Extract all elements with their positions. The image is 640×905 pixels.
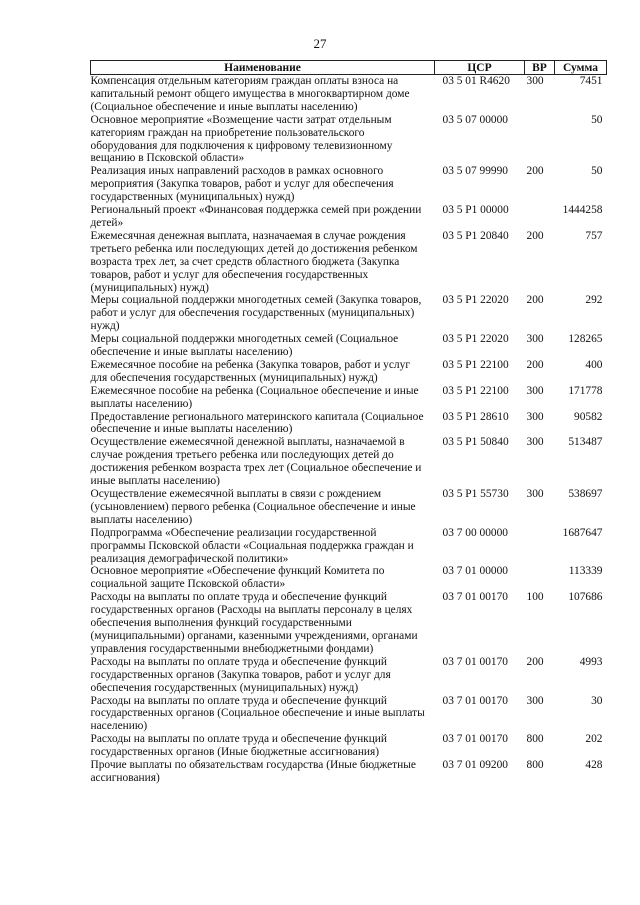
table-row xyxy=(91,411,607,437)
cell-name: Основное мероприятие «Обеспечение функций Комитета по социальной защите Псковской области» xyxy=(90,565,385,591)
cell-csr: 03 5 P1 20840 xyxy=(442,229,509,242)
table-row xyxy=(91,695,607,734)
cell-sum: 1687647 xyxy=(562,526,603,539)
cell-vr xyxy=(525,204,555,230)
cell-csr: 03 5 P1 00000 xyxy=(442,204,509,217)
cell-sum: 50 xyxy=(591,165,603,178)
cell-name: Компенсация отдельным категориям граждан оплаты взноса на капитальный ремонт общего имущества в многоквартирном доме (Социальное обеспечение и иные выплаты населению) xyxy=(90,75,410,113)
table-row xyxy=(91,527,607,566)
cell-vr: 200 xyxy=(526,165,544,178)
cell-sum: 50 xyxy=(591,113,603,126)
cell-vr xyxy=(525,565,555,591)
cell-name: Реализация иных направлений расходов в рамках основного мероприятия (Закупка товаров, работ и услуг для обеспечения государственных (муниципальных) нужд) xyxy=(90,165,394,204)
cell-vr xyxy=(525,114,555,166)
cell-sum: 90582 xyxy=(574,410,603,423)
cell-sum: 513487 xyxy=(568,436,603,449)
table-row xyxy=(91,165,607,204)
table-row xyxy=(91,230,607,295)
cell-sum: 107686 xyxy=(568,591,603,604)
cell-vr xyxy=(525,527,555,566)
table-header-row xyxy=(91,61,607,75)
cell-csr: 03 7 01 00170 xyxy=(442,591,508,604)
cell-vr: 800 xyxy=(526,759,544,772)
header-name: Наименование xyxy=(91,61,435,75)
cell-csr: 03 7 01 00000 xyxy=(442,565,508,578)
cell-sum: 400 xyxy=(585,358,603,371)
table-row xyxy=(91,591,607,656)
cell-sum: 30 xyxy=(591,694,603,707)
cell-csr: 03 5 01 R4620 xyxy=(442,75,510,87)
cell-sum: 1444258 xyxy=(562,204,603,217)
table-row xyxy=(91,75,607,114)
cell-vr: 200 xyxy=(526,655,544,668)
cell-sum: 757 xyxy=(585,229,603,242)
cell-name: Предоставление регионального материнского капитала (Социальное обеспечение и иные выплаты населению) xyxy=(90,410,424,436)
cell-name: Ежемесячное пособие на ребенка (Социальное обеспечение и иные выплаты населению) xyxy=(90,384,419,410)
cell-sum: 428 xyxy=(585,759,603,772)
cell-vr: 300 xyxy=(526,384,544,397)
cell-csr: 03 7 00 00000 xyxy=(442,526,508,539)
cell-sum: 4993 xyxy=(579,655,603,668)
cell-vr: 300 xyxy=(526,75,544,87)
cell-sum: 292 xyxy=(585,294,603,307)
table-row xyxy=(91,294,607,333)
cell-name: Расходы на выплаты по оплате труда и обеспечение функций государственных органов (Социальное обеспечение и иные выплаты населению) xyxy=(90,694,425,733)
cell-sum: 113339 xyxy=(568,565,603,578)
table-row xyxy=(91,759,607,785)
cell-sum: 171778 xyxy=(568,384,603,397)
table-row xyxy=(91,656,607,695)
cell-csr: 03 5 P1 22020 xyxy=(442,294,509,307)
cell-csr: 03 5 P1 28610 xyxy=(442,410,509,423)
budget-table xyxy=(90,60,607,785)
cell-name: Расходы на выплаты по оплате труда и обеспечение функций государственных органов (Расходы на выплаты персоналу в целях обеспечения выполнения функций государственными (муниципальными) органами, казенными учреждениями, органами управления государственными внебюджетными фондами) xyxy=(90,591,418,655)
cell-csr: 03 5 P1 50840 xyxy=(442,436,509,449)
table-row xyxy=(91,333,607,359)
cell-csr: 03 5 P1 55730 xyxy=(442,488,509,500)
cell-csr: 03 5 P1 22100 xyxy=(442,358,509,371)
cell-vr: 300 xyxy=(526,333,544,346)
cell-name: Прочие выплаты по обязательствам государства (Иные бюджетные ассигнования) xyxy=(90,759,416,784)
cell-sum: 538697 xyxy=(568,488,603,500)
table-row xyxy=(91,359,607,385)
cell-csr: 03 5 P1 22020 xyxy=(442,333,509,346)
cell-csr: 03 7 01 00170 xyxy=(442,733,508,746)
header-csr: ЦСР xyxy=(435,61,525,75)
cell-vr: 300 xyxy=(526,410,544,423)
cell-vr: 200 xyxy=(526,229,544,242)
table-row xyxy=(91,436,607,488)
cell-name: Осуществление ежемесячной денежной выплаты, назначаемой в случае рождения третьего ребенка или последующих детей до достижения ребенком возраста трех лет (Социальное обеспечение и иные выплаты населению) xyxy=(90,436,422,488)
cell-csr: 03 5 07 00000 xyxy=(442,113,508,126)
cell-vr: 100 xyxy=(526,591,544,604)
cell-name: Основное мероприятие «Возмещение части затрат отдельным категориям граждан на приобретение пользовательского оборудования для подключения к цифровому телевизионному вещанию в Псковской области» xyxy=(90,113,393,165)
cell-vr: 200 xyxy=(526,294,544,307)
page-number: 27 xyxy=(313,36,327,51)
cell-csr: 03 5 07 99990 xyxy=(442,165,508,178)
header-sum: Сумма xyxy=(555,61,607,75)
cell-name: Ежемесячное пособие на ребенка (Закупка товаров, работ и услуг для обеспечения государственных (муниципальных) нужд) xyxy=(90,358,410,384)
table-row xyxy=(91,565,607,591)
cell-name: Меры социальной поддержки многодетных семей (Закупка товаров, работ и услуг для обеспечения государственных (муниципальных) нужд) xyxy=(90,294,422,333)
cell-vr: 300 xyxy=(526,488,544,500)
cell-vr: 200 xyxy=(526,358,544,371)
cell-vr: 300 xyxy=(526,436,544,449)
header-vr: ВР xyxy=(525,61,555,75)
cell-name: Региональный проект «Финансовая поддержка семей при рождении детей» xyxy=(90,204,422,229)
cell-sum: 7451 xyxy=(579,75,603,87)
cell-name: Осуществление ежемесячной выплаты в связи с рождением (усыновлением) первого ребенка (Социальное обеспечение и иные выплаты населению) xyxy=(90,488,416,526)
cell-name: Подпрограмма «Обеспечение реализации государственной программы Псковской области «Социальная поддержка граждан и реализация демографической политики» xyxy=(90,526,414,565)
cell-csr: 03 7 01 00170 xyxy=(442,694,508,707)
cell-csr: 03 7 01 00170 xyxy=(442,655,508,668)
cell-sum: 202 xyxy=(585,733,603,746)
table-row xyxy=(91,204,607,230)
table-body xyxy=(91,75,607,785)
cell-csr: 03 7 01 09200 xyxy=(442,759,508,772)
cell-csr: 03 5 P1 22100 xyxy=(442,384,509,397)
table-row xyxy=(91,733,607,759)
cell-sum: 128265 xyxy=(568,333,603,346)
table-row xyxy=(91,385,607,411)
cell-name: Расходы на выплаты по оплате труда и обеспечение функций государственных органов (Иные бюджетные ассигнования) xyxy=(90,733,387,759)
table-row xyxy=(91,488,607,527)
cell-name: Расходы на выплаты по оплате труда и обеспечение функций государственных органов (Закупка товаров, работ и услуг для обеспечения государственных (муниципальных) нужд) xyxy=(90,655,391,694)
cell-name: Меры социальной поддержки многодетных семей (Социальное обеспечение и иные выплаты населению) xyxy=(90,333,399,359)
table-row xyxy=(91,114,607,166)
cell-vr: 300 xyxy=(526,694,544,707)
cell-vr: 800 xyxy=(526,733,544,746)
cell-name: Ежемесячная денежная выплата, назначаемая в случае рождения третьего ребенка или последующих детей до достижения ребенком возраста трех лет, за счет средств областного бюджета (Закупка товаров, работ и услуг для обеспечения государственных (муниципальных) нужд) xyxy=(90,229,418,294)
